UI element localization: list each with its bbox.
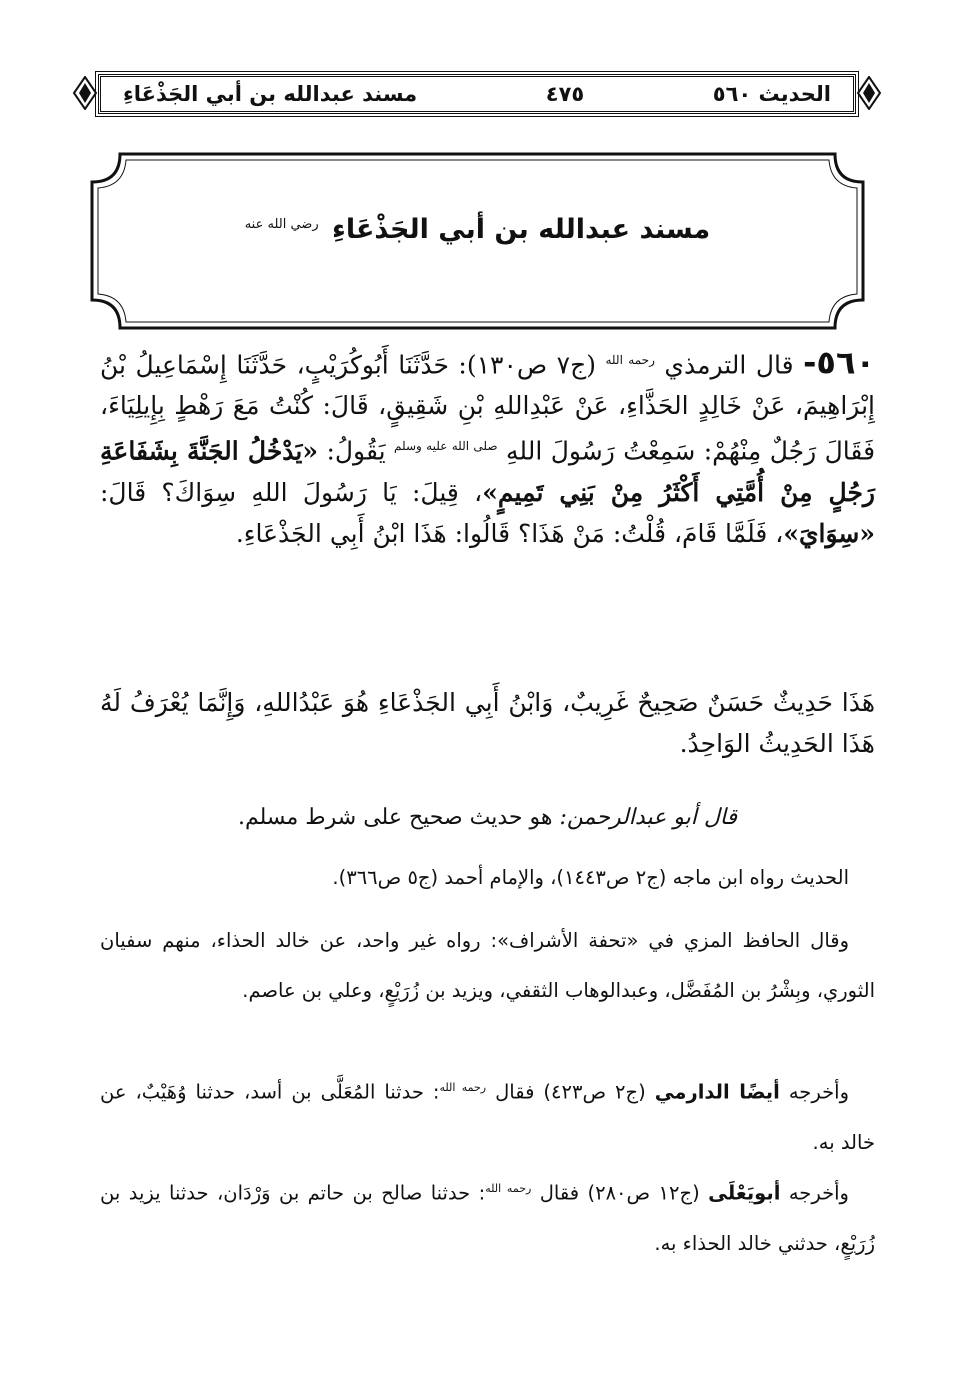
ornament-right-icon: [856, 76, 882, 110]
ornament-left-icon: [72, 76, 98, 110]
hadith-paragraph: [100, 340, 875, 554]
honorific-glyph: رضي الله عنه: [244, 217, 319, 232]
note-source: أبويَعْلَى: [708, 1181, 781, 1205]
author-signature: قال أبو عبدالرحمن:: [559, 805, 738, 830]
tirmidhi-verdict: هَذَا حَدِيثٌ حَسَنٌ صَحِيحٌ غَرِيبٌ، وَابْنُ أَبِي الجَذْعَاءِ هُوَ عَبْدُاللهِ، وَإِنَّمَا يُعْرَفُ لَهُ هَذَا الحَدِيثُ الوَاحِدُ.: [100, 688, 875, 758]
note-paragraph: [100, 1063, 875, 1168]
honorific-glyph: رحمه الله: [439, 1081, 487, 1094]
note-text: وأخرجه: [779, 1080, 849, 1104]
note-text: : حدثنا المُعَلَّى بن أسد، حدثنا وُهَيْبٌ، عن خالد به.: [100, 1080, 875, 1154]
author-comment-text: هو حديث صحيح على شرط مسلم.: [237, 805, 560, 830]
note-abu-yala: [100, 1164, 875, 1269]
hadith-isnad-1: قال الترمذي: [654, 350, 804, 380]
note-source: أيضًا الدارمي: [654, 1080, 780, 1104]
header-hadith-label: الحديث ٥٦٠: [712, 82, 831, 106]
hadith-rest-2: ، فَلَمَّا قَامَ، قُلْتُ: مَنْ هَذَا؟ قَالُوا: هَذَا ابْنُ أَبِي الجَذْعَاءِ.: [235, 518, 784, 548]
header-box: [98, 74, 856, 114]
hadith-matn: «يَدْخُلُ الجَنَّةَ بِشَفَاعَةِ رَجُلٍ مِنْ أُمَّتِي أَكْثَرُ مِنْ بَنِي تَمِيمٍ»: [100, 436, 875, 507]
honorific-glyph: رحمه الله: [485, 1182, 532, 1195]
note-text: وأخرجه: [780, 1181, 849, 1205]
note-text: (ج١٢ ص٢٨٠) فقال: [531, 1181, 709, 1205]
title-frame: [90, 152, 865, 330]
note-paragraph: [100, 853, 875, 903]
note-darimi: [100, 1063, 875, 1168]
note-ibn-majah: الحديث رواه ابن ماجه (ج٢ ص١٤٤٣)، والإمام أحمد (ج٥ ص٣٦٦).: [332, 866, 849, 889]
hadith-number: ٥٦٠-: [803, 343, 876, 382]
note-paragraph: [100, 916, 875, 1016]
header-section-title: مسند عبدالله بن أبي الجَذْعَاءِ: [123, 82, 418, 106]
page-number: ٤٧٥: [545, 82, 585, 106]
chapter-title: [90, 214, 865, 245]
note-mizzi: وقال الحافظ المزي في «تحفة الأشراف»: رواه غير واحد، عن خالد الحذاء، منهم سفيان الثوري، وبِشْرُ بن المُفَضَّل، وعبدالوهاب الثقفي، ويزيد بن زُرَيْعٍ، وعلي بن عاصم.: [100, 929, 875, 1002]
chapter-title-text: مسند عبدالله بن أبي الجَذْعَاءِ: [332, 214, 711, 245]
hadith-isnad-3: يَقُولُ:: [318, 436, 395, 466]
note-paragraph: [100, 1164, 875, 1269]
note-text: : حدثنا صالح بن حاتم بن وَرْدَان، حدثنا يزيد بن زُرَيْعٍ، حدثني خالد الحذاء به.: [100, 1181, 875, 1255]
honorific-glyph: رحمه الله: [605, 353, 655, 367]
author-comment: [100, 800, 875, 836]
hadith-rest-1: ، قِيلَ: يَا رَسُولَ اللهِ سِوَاكَ؟ قَالَ:: [100, 477, 483, 507]
hadith-matn-2: «سِوَايَ»: [783, 518, 875, 548]
honorific-glyph: صلى الله عليه وسلم: [394, 439, 498, 454]
running-header: [72, 70, 882, 118]
hadith-isnad-2: (ج٧ ص١٣٠): حَدَّثَنَا أَبُوكُرَيْبٍ، حَدَّثَنَا إِسْمَاعِيلُ بْنُ إِبْرَاهِيمَ، عَنْ خَالِدٍ الحَذَّاءِ، عَنْ عَبْدِاللهِ بْنِ شَقِيقٍ، قَالَ: كُنْتُ مَعَ رَهْطٍ بِإِيلِيَاءَ، فَقَالَ رَجُلٌ مِنْهُمْ: سَمِعْتُ رَسُولَ اللهِ: [100, 350, 876, 466]
note-text: (ج٢ ص٤٢٣) فقال: [486, 1080, 655, 1104]
